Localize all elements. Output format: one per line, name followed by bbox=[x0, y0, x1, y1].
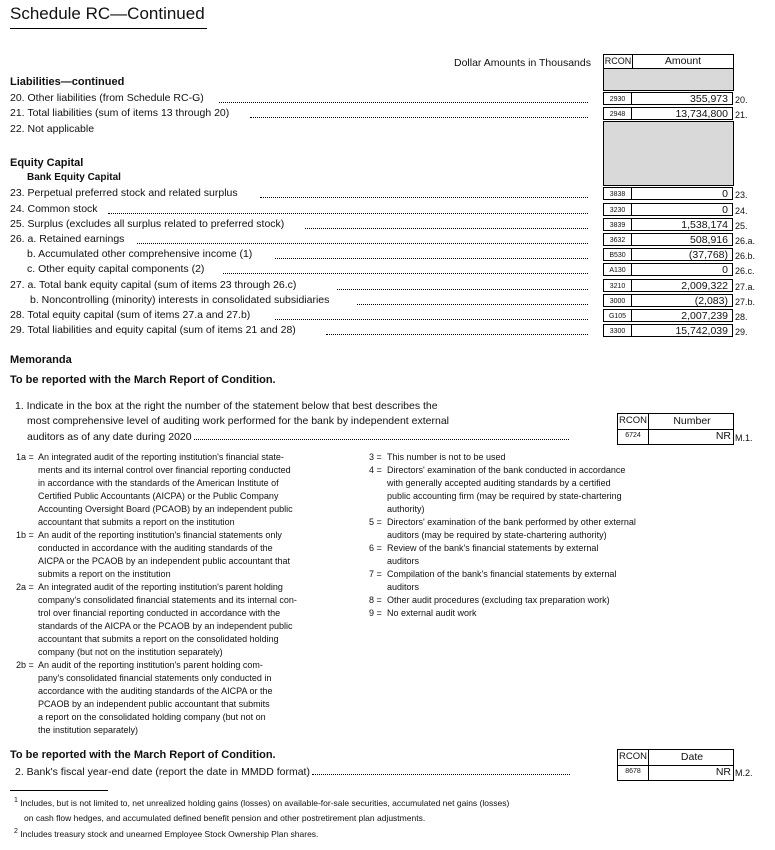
leader-dots bbox=[219, 102, 588, 103]
m2-rcon-header: RCON bbox=[619, 751, 647, 762]
table-row bbox=[0, 278, 775, 293]
row-code: 3000 bbox=[603, 294, 632, 307]
leader-dots bbox=[312, 774, 570, 775]
m2-item: M.2. bbox=[735, 768, 753, 778]
audit-option-line: Other audit procedures (excluding tax preparation work) bbox=[387, 595, 610, 605]
audit-option-key: 7 = bbox=[369, 569, 382, 579]
footnote-1-text: Includes, but is not limited to, net unrealized holding gains (losses) on available-for-sale securities, accumulated net gains (losses) bbox=[20, 797, 510, 808]
row-code: 3838 bbox=[603, 187, 632, 200]
audit-option-line: Accounting Oversight Board (PCAOB) by an independent public bbox=[38, 504, 293, 514]
audit-option-line: PCAOB by an independent public accountant that submits bbox=[38, 699, 270, 709]
table-row bbox=[0, 186, 775, 201]
m1-item: M.1. bbox=[735, 433, 753, 443]
m2-code: 8678 bbox=[625, 768, 641, 775]
dollar-amounts-label: Dollar Amounts in Thousands bbox=[454, 57, 591, 69]
audit-option-key: 2b = bbox=[16, 660, 34, 670]
m2-date-header: Date bbox=[680, 751, 704, 763]
row-label: 28. Total equity capital (sum of items 27.a and 27.b) bbox=[10, 309, 251, 321]
leader-dots bbox=[357, 304, 588, 305]
m2-label: 2. Bank's fiscal year-end date (report the date in MMDD format) bbox=[15, 766, 310, 778]
m1-answer-box bbox=[617, 413, 734, 445]
table-row bbox=[0, 232, 775, 247]
rcon-header: RCON bbox=[604, 56, 632, 66]
audit-option-key: 1b = bbox=[16, 530, 34, 540]
audit-option-key: 8 = bbox=[369, 595, 382, 605]
m1-line-3 bbox=[27, 431, 569, 443]
bank-equity-subheading: Bank Equity Capital bbox=[27, 172, 121, 183]
audit-option-line: Directors' examination of the bank performed by other external bbox=[387, 517, 636, 527]
m1-line-1: 1. Indicate in the box at the right the number of the statement below that best describes the bbox=[15, 400, 438, 412]
m1-code: 6724 bbox=[625, 432, 641, 439]
leader-dots bbox=[137, 243, 588, 244]
row-item: 20. bbox=[735, 95, 748, 105]
audit-option-line: AICPA or the PCAOB by an independent public accountant that bbox=[38, 556, 290, 566]
m1-rcon-header: RCON bbox=[619, 415, 647, 426]
audit-option-line: accordance with the auditing standards of the AICPA or the bbox=[38, 686, 273, 696]
audit-option-line: the institution separately) bbox=[38, 725, 139, 735]
row-item: 26.b. bbox=[735, 251, 756, 261]
audit-option-line: a report on the consolidated holding company (but not on bbox=[38, 712, 266, 722]
table-row bbox=[0, 202, 775, 217]
audit-option bbox=[369, 594, 679, 607]
audit-option bbox=[16, 581, 346, 659]
row-amount[interactable]: (37,768) bbox=[632, 248, 733, 261]
table-row bbox=[0, 293, 775, 308]
leader-dots bbox=[337, 289, 588, 290]
row-label: 24. Common stock bbox=[10, 203, 98, 215]
audit-option-line: An integrated audit of the reporting institution's parent holding bbox=[38, 582, 283, 592]
liabilities-heading: Liabilities—continued bbox=[10, 76, 125, 88]
audit-option-line: in accordance with the standards of the American Institute of bbox=[38, 478, 279, 488]
item-22-not-applicable: 22. Not applicable bbox=[10, 123, 95, 135]
table-row bbox=[0, 308, 775, 323]
leader-dots bbox=[326, 334, 588, 335]
row-item: 27.b. bbox=[735, 297, 756, 307]
audit-option-line: submits a report on the institution bbox=[38, 569, 171, 579]
audit-option-key: 9 = bbox=[369, 608, 382, 618]
row-item: 23. bbox=[735, 190, 748, 200]
audit-option-line: accountant that submits a report on the institution bbox=[38, 517, 235, 527]
m1-line-2: most comprehensive level of auditing work performed for the bank by independent external bbox=[27, 415, 449, 427]
audit-option-line: Certified Public Accountants (AICPA) or the Public Company bbox=[38, 491, 279, 501]
audit-option-line: Directors' examination of the bank conducted in accordance bbox=[387, 465, 626, 475]
leader-dots bbox=[194, 439, 569, 440]
audit-option-key: 6 = bbox=[369, 543, 382, 553]
footnote-2-num: 2 bbox=[14, 828, 18, 835]
leader-dots bbox=[275, 258, 588, 259]
audit-option-line: authority) bbox=[387, 504, 425, 514]
row-label: 27. a. Total bank equity capital (sum of items 23 through 26.c) bbox=[10, 279, 297, 291]
memoranda-heading: Memoranda bbox=[10, 354, 72, 366]
audit-option-line: standards of the AICPA or the PCAOB by an independent public bbox=[38, 621, 293, 631]
leader-dots bbox=[305, 228, 588, 229]
table-row bbox=[0, 91, 775, 106]
row-amount[interactable]: 0 bbox=[632, 187, 733, 200]
equity-heading: Equity Capital bbox=[10, 157, 84, 169]
row-item: 29. bbox=[735, 327, 748, 337]
row-item: 24. bbox=[735, 206, 748, 216]
row-code: B530 bbox=[603, 248, 632, 261]
leader-dots bbox=[250, 117, 588, 118]
audit-option-key: 4 = bbox=[369, 465, 382, 475]
row-amount[interactable]: 355,973 bbox=[632, 92, 733, 105]
row-label: b. Accumulated other comprehensive income (1) bbox=[27, 248, 253, 260]
row-item: 27.a. bbox=[735, 282, 756, 292]
audit-option-line: with generally accepted auditing standards by a certified bbox=[387, 478, 611, 488]
table-row bbox=[0, 247, 775, 262]
audit-option-line: public accounting firm (may be required by state-chartering bbox=[387, 491, 622, 501]
row-label: c. Other equity capital components (2) bbox=[27, 263, 205, 275]
leader-dots bbox=[223, 273, 588, 274]
audit-option-line: pany's consolidated financial statements only conducted in bbox=[38, 673, 272, 683]
audit-option bbox=[369, 464, 679, 516]
row-item: 26.c. bbox=[735, 266, 755, 276]
march-report-note-text: To be reported with the March Report of Condition. bbox=[10, 374, 276, 386]
row-amount[interactable]: 2,009,322 bbox=[632, 279, 733, 292]
march-report-note bbox=[10, 374, 276, 386]
row-code: 3839 bbox=[603, 218, 632, 231]
audit-option bbox=[369, 451, 679, 464]
row-label: 20. Other liabilities (from Schedule RC-G) bbox=[10, 92, 204, 104]
row-item: 25. bbox=[735, 221, 748, 231]
footnote-rule bbox=[10, 790, 108, 791]
audit-option bbox=[369, 516, 679, 542]
row-amount[interactable]: 0 bbox=[632, 263, 733, 276]
audit-option bbox=[369, 568, 679, 594]
row-code: 3230 bbox=[603, 203, 632, 216]
audit-option-line: ments and its internal control over financial reporting conducted bbox=[38, 465, 291, 475]
audit-option-line: auditors bbox=[387, 582, 420, 592]
audit-option bbox=[369, 542, 679, 568]
gray-block-top bbox=[603, 68, 734, 91]
leader-dots bbox=[108, 213, 588, 214]
m2-answer-box bbox=[617, 749, 734, 781]
row-item: 28. bbox=[735, 312, 748, 322]
audit-option-line: conducted in accordance with the auditing standards of the bbox=[38, 543, 273, 553]
table-row bbox=[0, 323, 775, 338]
amount-header: Amount bbox=[664, 55, 702, 67]
row-amount[interactable]: 13,734,800 bbox=[632, 107, 733, 120]
row-label: 26. a. Retained earnings bbox=[10, 233, 125, 245]
table-row bbox=[0, 262, 775, 277]
audit-option-key: 3 = bbox=[369, 452, 382, 462]
row-code: 3210 bbox=[603, 279, 632, 292]
audit-option-line: accountant that submits a report on the consolidated holding bbox=[38, 634, 279, 644]
row-label: 23. Perpetual preferred stock and related surplus bbox=[10, 187, 238, 199]
row-code: 3300 bbox=[603, 324, 632, 337]
footnote-2 bbox=[14, 828, 318, 839]
audit-option-line: An integrated audit of the reporting institution's financial state- bbox=[38, 452, 284, 462]
row-amount[interactable]: (2,083) bbox=[632, 294, 733, 307]
row-label: 29. Total liabilities and equity capital (sum of items 21 and 28) bbox=[10, 324, 296, 336]
m1-value[interactable]: NR bbox=[715, 430, 731, 442]
audit-option-line: company (but not on the institution separately) bbox=[38, 647, 223, 657]
audit-option-line: trol over financial reporting conducted in accordance with the bbox=[38, 608, 281, 618]
m1-line-3-text: auditors as of any date during 2020 bbox=[27, 431, 192, 443]
audit-option-line: company's consolidated financial statements and its internal con- bbox=[38, 595, 297, 605]
audit-option bbox=[16, 659, 346, 737]
footnote-1-cont: on cash flow hedges, and accumulated defined benefit pension and other postretirement plan adjustments. bbox=[24, 813, 426, 823]
options-left bbox=[16, 451, 346, 737]
leader-dots bbox=[275, 319, 588, 320]
row-label: 25. Surplus (excludes all surplus related to preferred stock) bbox=[10, 218, 285, 230]
audit-option-key: 2a = bbox=[16, 582, 34, 592]
footnote-2-text: Includes treasury stock and unearned Employee Stock Ownership Plan shares. bbox=[20, 828, 319, 839]
audit-option bbox=[16, 529, 346, 581]
row-amount[interactable]: 1,538,174 bbox=[632, 218, 733, 231]
audit-option bbox=[369, 607, 679, 620]
audit-option-line: auditors (may be required by state-chartering authority) bbox=[387, 530, 607, 540]
row-amount[interactable]: 0 bbox=[632, 203, 733, 216]
row-label: b. Noncontrolling (minority) interests in consolidated subsidiaries bbox=[30, 294, 330, 306]
row-code: A130 bbox=[603, 263, 632, 276]
audit-option-key: 5 = bbox=[369, 517, 382, 527]
audit-option-line: An audit of the reporting institution's financial statements only bbox=[38, 530, 282, 540]
row-code: 2948 bbox=[603, 107, 632, 120]
title-underline bbox=[10, 28, 207, 29]
row-label: 21. Total liabilities (sum of items 13 through 20) bbox=[10, 107, 230, 119]
row-code: 3632 bbox=[603, 233, 632, 246]
gray-block-mid bbox=[603, 121, 734, 186]
m2-value[interactable]: NR bbox=[715, 766, 731, 778]
leader-dots bbox=[260, 197, 588, 198]
row-amount[interactable]: 15,742,039 bbox=[632, 324, 733, 337]
page-title: Schedule RC—Continued bbox=[10, 4, 205, 23]
row-amount[interactable]: 2,007,239 bbox=[632, 309, 733, 322]
audit-option-line: Compilation of the bank's financial statements by external bbox=[387, 569, 617, 579]
audit-option-line: This number is not to be used bbox=[387, 452, 506, 462]
audit-option-line: Review of the bank's financial statements by external bbox=[387, 543, 599, 553]
row-item: 26.a. bbox=[735, 236, 756, 246]
footnote-1 bbox=[14, 797, 509, 808]
audit-option-key: 1a = bbox=[16, 452, 34, 462]
audit-option-line: An audit of the reporting institution's parent holding com- bbox=[38, 660, 263, 670]
table-row bbox=[0, 106, 775, 121]
row-amount[interactable]: 508,916 bbox=[632, 233, 733, 246]
table-row bbox=[0, 217, 775, 232]
audit-option bbox=[16, 451, 346, 529]
amount-header-cell bbox=[632, 54, 734, 69]
row-code: G105 bbox=[603, 309, 632, 322]
row-code: 2930 bbox=[603, 92, 632, 105]
audit-option-line: No external audit work bbox=[387, 608, 477, 618]
rcon-header-cell bbox=[603, 54, 633, 69]
row-item: 21. bbox=[735, 110, 748, 120]
march-report-note-2: To be reported with the March Report of Condition. bbox=[10, 749, 276, 761]
footnote-1-num: 1 bbox=[14, 797, 18, 804]
m2-label-wrap bbox=[15, 766, 570, 778]
options-right bbox=[369, 451, 679, 620]
m1-number-header: Number bbox=[673, 415, 711, 427]
audit-option-line: auditors bbox=[387, 556, 420, 566]
